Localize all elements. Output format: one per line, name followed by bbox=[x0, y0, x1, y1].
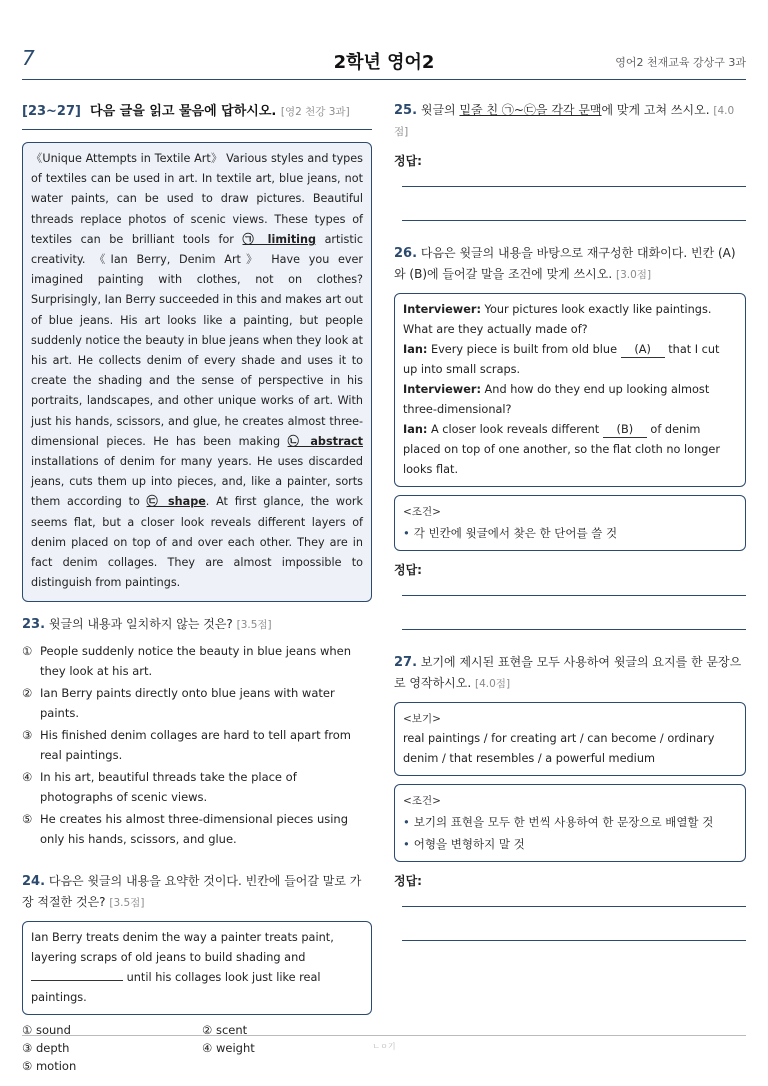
question-number: 26. bbox=[394, 246, 418, 261]
condition-item: • 어형을 변형하지 말 것 bbox=[403, 837, 525, 851]
option-text: sound bbox=[35, 1023, 71, 1038]
answer-line[interactable] bbox=[402, 889, 746, 907]
dialogue-line bbox=[403, 340, 737, 380]
option-mark: ① bbox=[22, 1023, 33, 1038]
page-subtitle: 영어2 천재교육 강상구 3과 bbox=[615, 56, 746, 69]
dialogue-text: A closer look reveals different bbox=[427, 423, 603, 436]
condition-title: <조건> bbox=[403, 506, 441, 518]
dialogue-line bbox=[403, 420, 737, 480]
question-points: [3.0점] bbox=[616, 269, 652, 281]
summary-box bbox=[22, 921, 372, 1015]
option-text: motion bbox=[35, 1059, 77, 1074]
question-points: [3.5점] bbox=[109, 897, 145, 910]
answer-line[interactable] bbox=[402, 907, 746, 941]
example-box bbox=[394, 702, 746, 776]
question-text: 다음은 윗글의 내용을 요약한 것이다. 빈칸에 들어갈 말로 가장 적절한 것은? bbox=[22, 874, 362, 910]
question-25 bbox=[394, 100, 746, 142]
example-title: <보기> bbox=[403, 713, 441, 725]
question-24 bbox=[22, 871, 372, 913]
question-23 bbox=[22, 614, 372, 635]
question-points: [3.5점] bbox=[236, 619, 272, 632]
option-text: His finished denim collages are hard to tell apart from real paintings. bbox=[40, 728, 352, 763]
dialogue-text: And how do they end up looking almost three-dimensional? bbox=[403, 383, 710, 416]
option-item[interactable] bbox=[22, 725, 372, 765]
passage-part-3: installations of denim for many years. He uses discarded jeans, cuts them up into pieces, and, like a painter, sorts them according to bbox=[31, 455, 363, 509]
question-text-underlined: 밑줄 친 ㉠~㉢을 각각 문맥 bbox=[459, 103, 602, 117]
option-item[interactable] bbox=[22, 767, 372, 807]
option-mark: ② bbox=[22, 686, 33, 701]
speaker-label: Ian: bbox=[403, 423, 428, 436]
question-points: [4.0점] bbox=[475, 678, 511, 690]
question-number: 24. bbox=[22, 874, 46, 890]
question-26 bbox=[394, 243, 746, 285]
answer-label: 정답: bbox=[394, 874, 422, 888]
condition-text: 각 빈칸에 윗글에서 찾은 한 단어를 쓸 것 bbox=[413, 526, 618, 540]
summary-blank bbox=[31, 969, 123, 981]
page-header bbox=[22, 44, 746, 80]
option-mark: ① bbox=[22, 644, 33, 659]
right-column bbox=[394, 100, 746, 941]
option-mark: ③ bbox=[22, 728, 33, 743]
question-number: 23. bbox=[22, 617, 46, 633]
dialogue-line bbox=[403, 300, 737, 340]
blank-b: (B) bbox=[603, 423, 647, 438]
condition-title: <조건> bbox=[403, 795, 441, 807]
condition-box bbox=[394, 495, 746, 551]
reading-passage bbox=[22, 142, 372, 602]
passage-part-1: 《Unique Attempts in Textile Art》 Various styles and types of textiles can be used in art. In textile art, blue jeans, not water paints, can be used to draw pictures. Beautiful threads replace photos of scenic views. These types of textiles can be brilliant tools for bbox=[31, 152, 363, 246]
question-text: 윗글의 내용과 일치하지 않는 것은? bbox=[48, 617, 233, 632]
option-text: weight bbox=[215, 1041, 255, 1056]
question-number: 27. bbox=[394, 655, 418, 670]
speaker-label: Interviewer: bbox=[403, 303, 481, 316]
condition-item: • 보기의 표현을 모두 한 번씩 사용하여 한 문장으로 배열할 것 bbox=[403, 815, 714, 829]
option-text: Ian Berry paints directly onto blue jeans with water paints. bbox=[40, 686, 335, 721]
question-text: 다음은 윗글의 내용을 바탕으로 재구성한 대화이다. 빈칸 (A)와 (B)에 들어갈 말을 조건에 맞게 쓰시오. bbox=[394, 246, 736, 281]
answer-line[interactable] bbox=[402, 187, 746, 221]
blank-a: (A) bbox=[621, 343, 665, 358]
question-text-b: 에 맞게 고쳐 쓰시오. bbox=[601, 103, 710, 117]
example-text: real paintings / for creating art / can become / ordinary denim / that resembles / a powerful medium bbox=[403, 732, 715, 765]
section-heading bbox=[22, 100, 372, 130]
question-27 bbox=[394, 652, 746, 694]
summary-before: Ian Berry treats denim the way a painter treats paint, layering scraps of old jeans to build shading and bbox=[31, 931, 334, 965]
footer-mark: ㄴㅇ기 bbox=[372, 1042, 396, 1051]
footer-divider bbox=[22, 1035, 746, 1036]
answer-line[interactable] bbox=[402, 169, 746, 187]
underline-marker-2: ㉡ abstract bbox=[287, 434, 363, 448]
option-text: People suddenly notice the beauty in blue jeans when they look at his art. bbox=[40, 644, 352, 679]
passage-part-4: . At first glance, the work seems flat, but a closer look reveals different layers of denim placed on top of and over each other. They are in fact denim collages. They are almost impossible to distinguish from paintings. bbox=[31, 495, 363, 590]
question-number: 25. bbox=[394, 103, 418, 118]
summary-after: until his collages look just like real paintings. bbox=[31, 971, 321, 1005]
dialogue-text: Your pictures look exactly like paintings. What are they actually made of? bbox=[403, 303, 712, 336]
page-title: 2학년 영어2 bbox=[333, 52, 435, 73]
option-item[interactable] bbox=[22, 809, 372, 849]
dialogue-text: of denim placed on top of one another, so the flat cloth no longer looks flat. bbox=[403, 423, 721, 476]
left-column bbox=[22, 100, 372, 1073]
option-text: In his art, beautiful threads take the place of photographs of scenic views. bbox=[40, 770, 297, 805]
answer-line[interactable] bbox=[402, 596, 746, 630]
option-text: scent bbox=[215, 1023, 248, 1038]
option-mark: ④ bbox=[22, 770, 33, 785]
option-item[interactable] bbox=[22, 1059, 202, 1073]
option-mark: ⑤ bbox=[22, 1059, 33, 1074]
answer-line[interactable] bbox=[402, 578, 746, 596]
dialogue-box bbox=[394, 293, 746, 487]
answer-label: 정답: bbox=[394, 154, 422, 168]
dialogue-text: Every piece is built from old blue bbox=[427, 343, 621, 356]
dialogue-text: that I cut up into small scraps. bbox=[403, 343, 720, 376]
passage-part-2: artistic creativity. 《Ian Berry, Denim Art》 Have you ever imagined painting with clothes, not on clothes? Surprisingly, Ian Berry succeeded in this and makes art out of blue jeans. His art looks like a painting, but people suddenly notice the beauty in blue jeans when they look at his art. He collects denim of every shade and uses it to create the shading and the sense of perspective in his portraits, landscapes, and other unique works of art. With just his hands, scissors, and glue, he creates almost three-dimensional pieces. He has been making bbox=[31, 232, 364, 448]
option-mark: ⑤ bbox=[22, 812, 33, 827]
option-mark: ④ bbox=[202, 1041, 213, 1056]
option-text: He creates his almost three-dimensional pieces using only his hands, scissors, and glue. bbox=[40, 812, 349, 847]
option-item[interactable] bbox=[22, 641, 372, 681]
answer-label: 정답: bbox=[394, 563, 422, 577]
underline-marker-1: ㉠ limiting bbox=[242, 232, 316, 246]
option-mark: ③ bbox=[22, 1041, 33, 1056]
speaker-label: Ian: bbox=[403, 343, 428, 356]
q23-options bbox=[22, 641, 372, 849]
page-number: 7 bbox=[22, 46, 35, 70]
condition-text: 어형을 변형하지 말 것 bbox=[413, 837, 525, 851]
question-text-a: 윗글의 bbox=[420, 103, 460, 117]
section-tag: [영2 천강 3과] bbox=[280, 106, 350, 118]
option-item[interactable] bbox=[22, 683, 372, 723]
condition-box bbox=[394, 784, 746, 862]
question-points: [4.0점] bbox=[394, 105, 735, 138]
option-text: depth bbox=[35, 1041, 70, 1056]
section-instruction: 다음 글을 읽고 물음에 답하시오. bbox=[90, 104, 277, 119]
condition-item: • 각 빈칸에 윗글에서 찾은 한 단어를 쓸 것 bbox=[403, 526, 618, 540]
section-range: [23~27] bbox=[22, 104, 81, 119]
condition-text: 보기의 표현을 모두 한 번씩 사용하여 한 문장으로 배열할 것 bbox=[413, 815, 714, 829]
question-text: 보기에 제시된 표현을 모두 사용하여 윗글의 요지를 한 문장으로 영작하시오. bbox=[394, 655, 742, 690]
dialogue-line bbox=[403, 380, 737, 420]
speaker-label: Interviewer: bbox=[403, 383, 481, 396]
underline-marker-3: ㉢ shape bbox=[146, 495, 206, 509]
option-mark: ② bbox=[202, 1023, 213, 1038]
